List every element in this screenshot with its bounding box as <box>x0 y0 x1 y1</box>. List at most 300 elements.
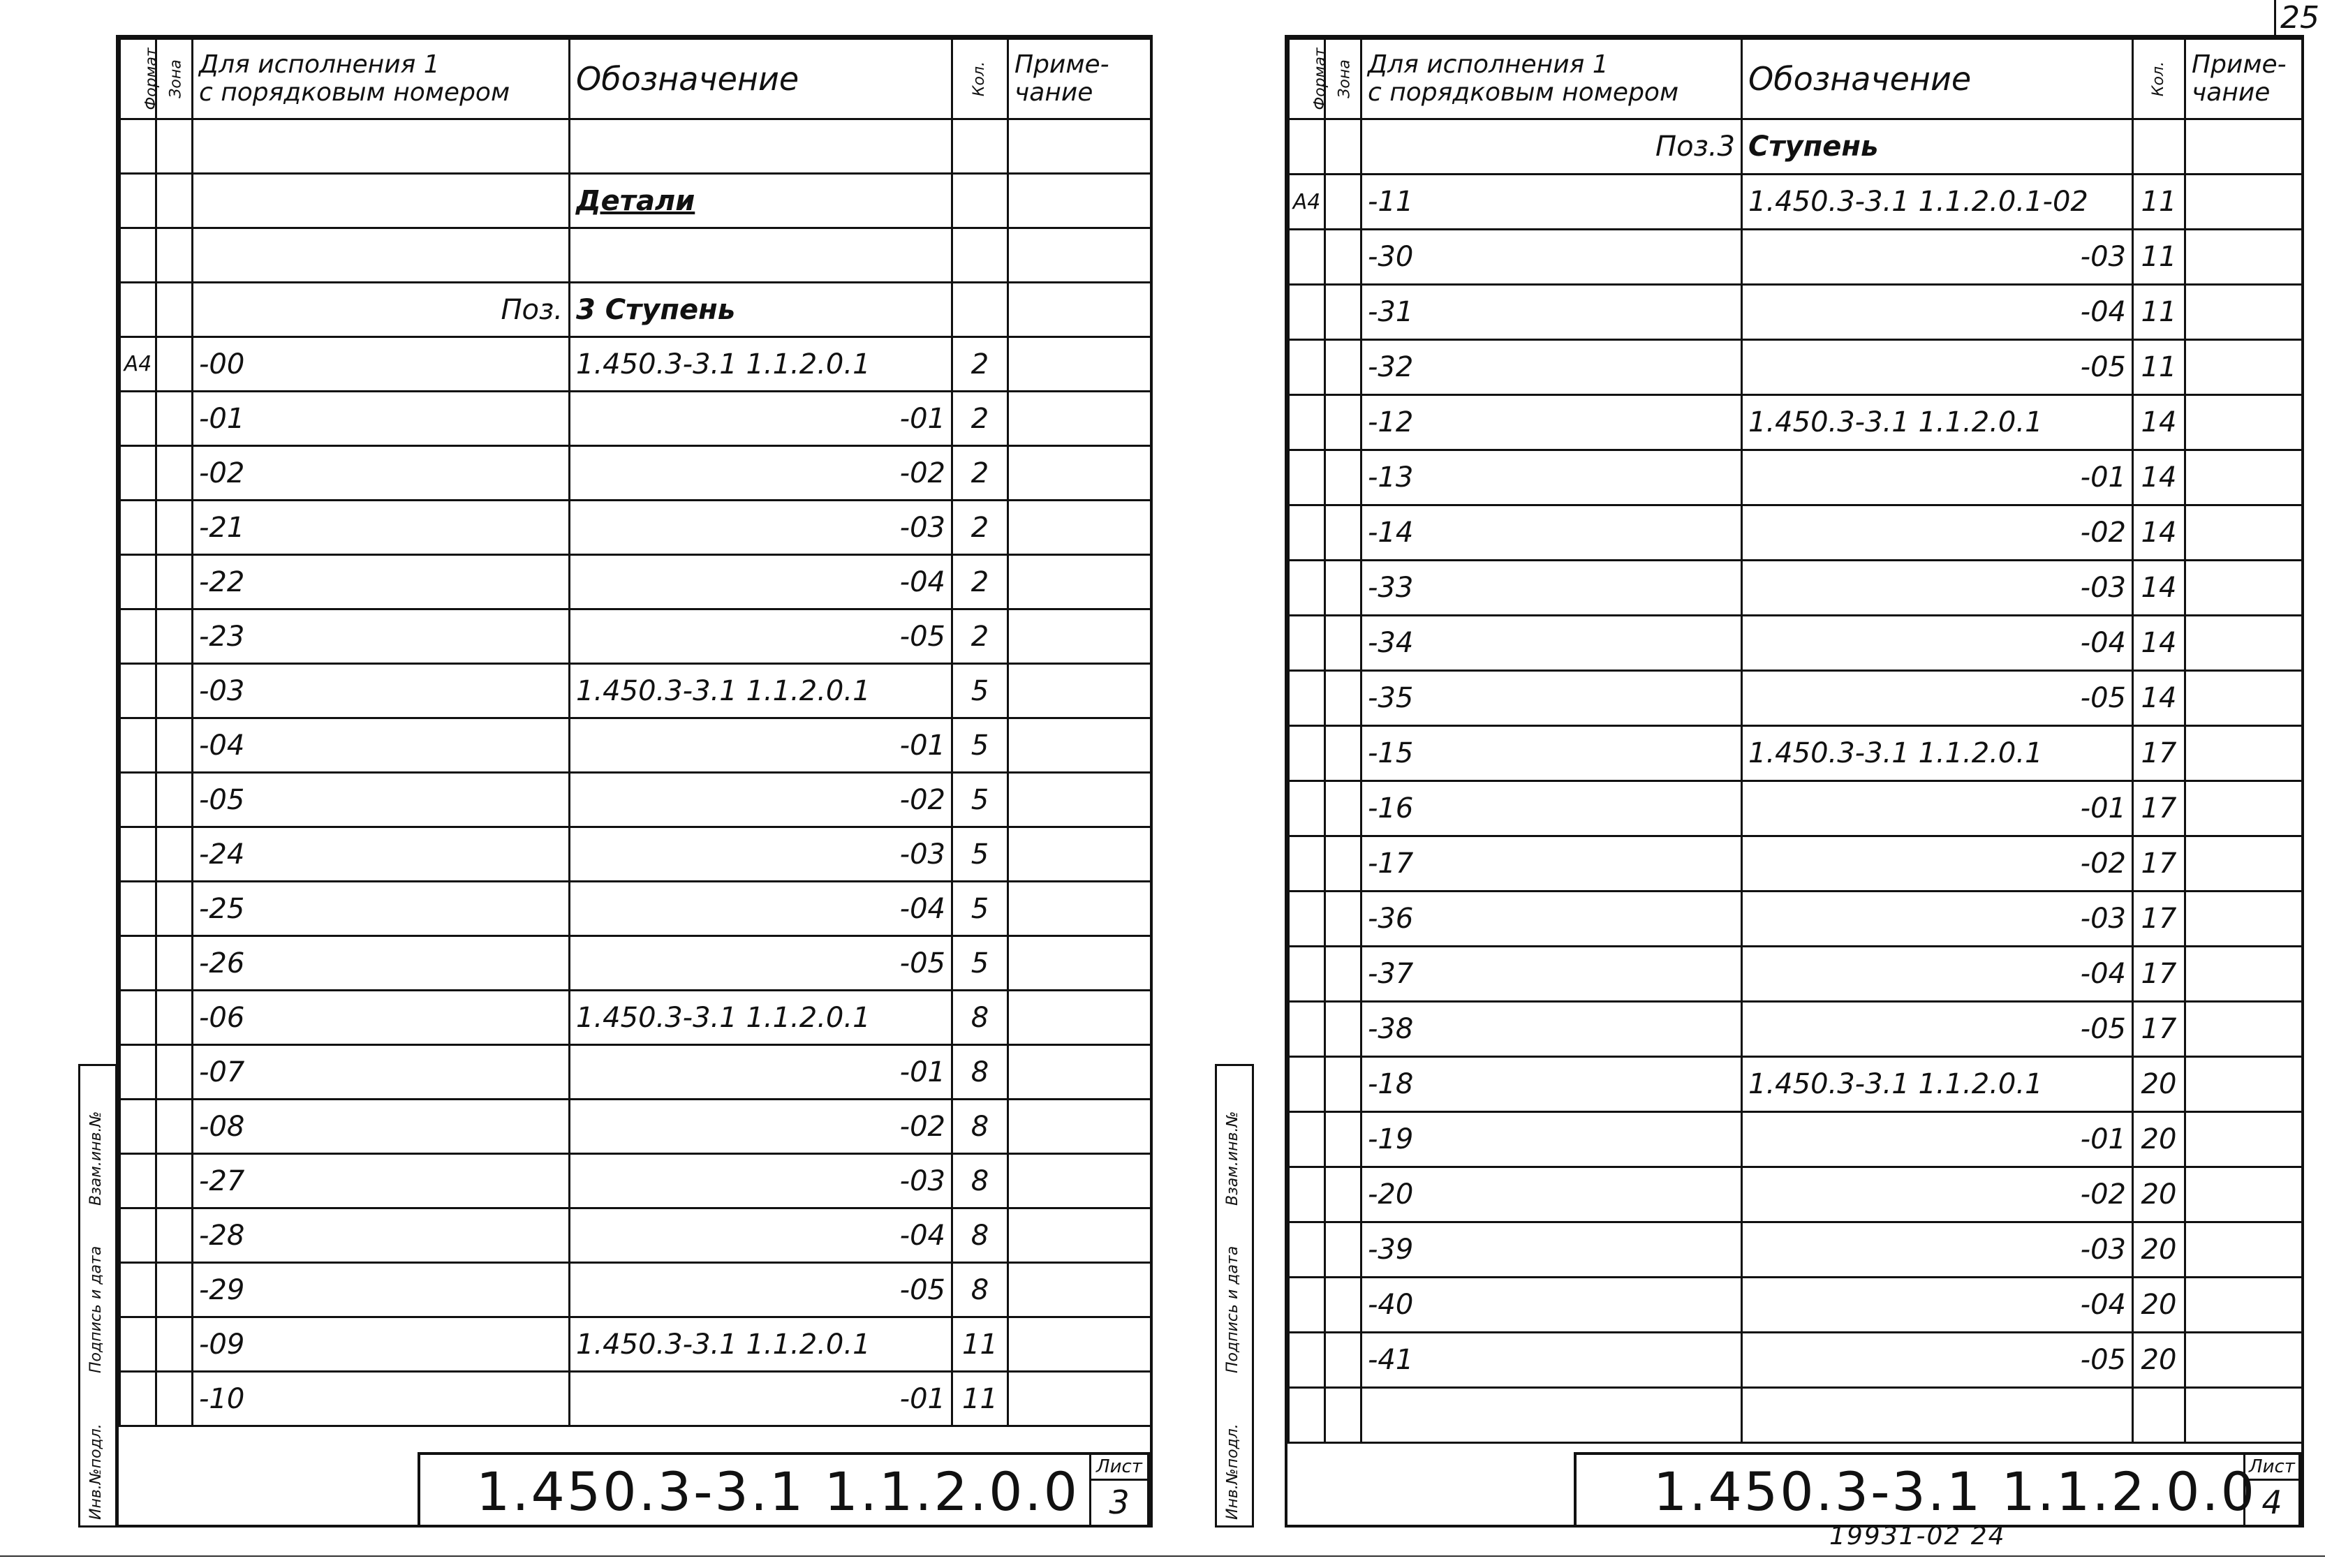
format-cell <box>120 119 156 174</box>
note-cell <box>2185 450 2303 505</box>
zone-cell <box>156 501 193 555</box>
table-row <box>1289 947 2303 1002</box>
note-cell <box>1008 446 1151 501</box>
bottom-rule <box>0 1555 2325 1557</box>
page-number: 25 <box>2274 0 2319 36</box>
execution-cell: -35 <box>1361 671 1742 726</box>
qty-cell <box>2133 1388 2185 1443</box>
format-cell <box>1289 1112 1325 1167</box>
zone-cell <box>156 228 193 283</box>
left-stamp-code: 1.450.3-3.1 1.1.2.0.0 <box>476 1460 1079 1523</box>
left-side-exchange: Взам.инв.№ <box>87 1111 105 1206</box>
designation-cell: 1.450.3-3.1 1.1.2.0.1-02 <box>1742 175 2133 230</box>
table-row <box>120 392 1151 446</box>
designation-cell: Ступень <box>1742 119 2133 175</box>
note-cell <box>1008 773 1151 827</box>
table-row <box>120 337 1151 392</box>
table-row <box>1289 616 2303 671</box>
zone-cell <box>156 1045 193 1100</box>
designation-cell: -04 <box>1742 947 2133 1002</box>
format-cell <box>1289 505 1325 561</box>
table-row <box>120 1317 1151 1372</box>
designation-cell: 1.450.3-3.1 1.1.2.0.1 <box>570 337 952 392</box>
note-cell <box>2185 781 2303 836</box>
format-cell <box>120 392 156 446</box>
table-row <box>120 174 1151 228</box>
qty-cell: 11 <box>952 1372 1008 1426</box>
designation-cell: -03 <box>1742 892 2133 947</box>
format-cell <box>1289 1057 1325 1112</box>
table-row <box>120 718 1151 773</box>
designation-cell: -02 <box>1742 836 2133 892</box>
execution-cell: -37 <box>1361 947 1742 1002</box>
qty-cell: 2 <box>952 392 1008 446</box>
zone-cell <box>156 119 193 174</box>
execution-cell: -05 <box>193 773 570 827</box>
execution-cell: -12 <box>1361 395 1742 450</box>
format-cell <box>120 882 156 936</box>
table-row <box>1289 340 2303 395</box>
format-cell <box>120 1372 156 1426</box>
qty-cell: 20 <box>2133 1167 2185 1222</box>
qty-cell: 2 <box>952 337 1008 392</box>
zone-cell <box>156 1372 193 1426</box>
execution-cell: -27 <box>193 1154 570 1208</box>
table-row <box>120 1154 1151 1208</box>
right-side-exchange: Взам.инв.№ <box>1224 1111 1241 1206</box>
zone-cell <box>1325 1388 1361 1443</box>
qty-cell: 8 <box>952 1045 1008 1100</box>
zone-cell <box>1325 119 1361 175</box>
format-cell <box>120 1208 156 1263</box>
zone-cell <box>1325 561 1361 616</box>
qty-cell: 14 <box>2133 450 2185 505</box>
format-cell <box>1289 1167 1325 1222</box>
execution-cell: -38 <box>1361 1002 1742 1057</box>
table-row <box>1289 395 2303 450</box>
designation-cell: -02 <box>1742 505 2133 561</box>
zone-cell <box>156 337 193 392</box>
note-cell <box>2185 1112 2303 1167</box>
zone-cell <box>156 1263 193 1317</box>
execution-cell: -26 <box>193 936 570 991</box>
execution-cell: -20 <box>1361 1167 1742 1222</box>
format-cell <box>1289 450 1325 505</box>
format-cell: А4 <box>1289 175 1325 230</box>
qty-cell: 8 <box>952 1263 1008 1317</box>
zone-cell <box>1325 616 1361 671</box>
zone-cell <box>1325 671 1361 726</box>
qty-cell: 14 <box>2133 561 2185 616</box>
zone-cell <box>1325 230 1361 285</box>
designation-cell: 1.450.3-3.1 1.1.2.0.1 <box>570 1317 952 1372</box>
table-row <box>1289 1278 2303 1333</box>
format-cell <box>120 1100 156 1154</box>
execution-cell: -09 <box>193 1317 570 1372</box>
zone-cell <box>156 1100 193 1154</box>
format-cell <box>1289 1333 1325 1388</box>
designation-cell: -04 <box>1742 616 2133 671</box>
designation-cell: -03 <box>570 827 952 882</box>
right-header-note: Приме- чание <box>2185 39 2303 119</box>
right-stamp-code: 1.450.3-3.1 1.1.2.0.0 <box>1653 1460 2257 1523</box>
table-row <box>120 827 1151 882</box>
qty-cell: 2 <box>952 446 1008 501</box>
left-header-note: Приме- чание <box>1008 39 1151 119</box>
zone-cell <box>156 174 193 228</box>
execution-cell: Поз. <box>193 283 570 337</box>
execution-cell: -16 <box>1361 781 1742 836</box>
table-row <box>120 1372 1151 1426</box>
execution-cell: -29 <box>193 1263 570 1317</box>
execution-cell: -30 <box>1361 230 1742 285</box>
qty-cell: 20 <box>2133 1222 2185 1278</box>
designation-cell <box>570 228 952 283</box>
table-row <box>1289 450 2303 505</box>
note-cell <box>2185 892 2303 947</box>
execution-cell: -33 <box>1361 561 1742 616</box>
execution-cell <box>1361 1388 1742 1443</box>
designation-cell: 1.450.3-3.1 1.1.2.0.1 <box>1742 726 2133 781</box>
format-cell <box>1289 285 1325 340</box>
qty-cell: 8 <box>952 1208 1008 1263</box>
execution-cell: -41 <box>1361 1333 1742 1388</box>
note-cell <box>2185 230 2303 285</box>
format-cell <box>120 501 156 555</box>
designation-cell: -05 <box>570 1263 952 1317</box>
zone-cell <box>1325 892 1361 947</box>
table-row <box>1289 119 2303 175</box>
designation-cell: -02 <box>570 446 952 501</box>
note-cell <box>1008 1100 1151 1154</box>
execution-cell: -22 <box>193 555 570 609</box>
right-spec-table <box>1287 38 2303 1444</box>
note-cell <box>1008 1263 1151 1317</box>
designation-cell: -04 <box>570 1208 952 1263</box>
table-row <box>120 609 1151 664</box>
designation-cell: -01 <box>1742 1112 2133 1167</box>
left-side-inv: Инв.№подл. <box>87 1423 105 1520</box>
qty-cell: 8 <box>952 1100 1008 1154</box>
format-cell <box>1289 230 1325 285</box>
note-cell <box>1008 991 1151 1045</box>
table-row <box>120 882 1151 936</box>
note-cell <box>1008 174 1151 228</box>
format-cell <box>120 609 156 664</box>
designation-cell: -05 <box>570 609 952 664</box>
note-cell <box>1008 936 1151 991</box>
qty-cell: 5 <box>952 827 1008 882</box>
format-cell <box>120 446 156 501</box>
note-cell <box>1008 392 1151 446</box>
designation-cell: -02 <box>570 773 952 827</box>
designation-cell: -01 <box>570 1045 952 1100</box>
format-cell <box>1289 561 1325 616</box>
format-cell <box>120 827 156 882</box>
note-cell <box>1008 501 1151 555</box>
table-row <box>1289 1057 2303 1112</box>
execution-cell: -03 <box>193 664 570 718</box>
format-cell <box>120 664 156 718</box>
designation-cell: -05 <box>1742 340 2133 395</box>
zone-cell <box>1325 285 1361 340</box>
designation-cell: -03 <box>1742 561 2133 616</box>
note-cell <box>2185 285 2303 340</box>
format-cell <box>120 555 156 609</box>
qty-cell: 14 <box>2133 616 2185 671</box>
designation-cell: 1.450.3-3.1 1.1.2.0.1 <box>1742 395 2133 450</box>
note-cell <box>1008 1317 1151 1372</box>
qty-cell: 2 <box>952 501 1008 555</box>
designation-cell: 1.450.3-3.1 1.1.2.0.1 <box>570 991 952 1045</box>
designation-cell <box>570 119 952 174</box>
qty-cell: 17 <box>2133 836 2185 892</box>
table-row <box>1289 230 2303 285</box>
designation-cell: -01 <box>570 1372 952 1426</box>
left-header-exec: Для исполнения 1 с порядковым номером <box>193 39 570 119</box>
note-cell <box>2185 1002 2303 1057</box>
bottom-archive-code: 19931-02 24 <box>1829 1522 2006 1551</box>
table-row <box>1289 836 2303 892</box>
qty-cell <box>952 283 1008 337</box>
zone-cell <box>1325 505 1361 561</box>
format-cell <box>120 718 156 773</box>
execution-cell <box>193 228 570 283</box>
execution-cell: -11 <box>1361 175 1742 230</box>
left-spec-table <box>119 38 1152 1427</box>
qty-cell: 8 <box>952 1154 1008 1208</box>
format-cell <box>120 936 156 991</box>
zone-cell <box>156 882 193 936</box>
zone-cell <box>156 609 193 664</box>
table-row <box>120 1100 1151 1154</box>
qty-cell: 17 <box>2133 781 2185 836</box>
right-header-row <box>1289 39 2303 119</box>
format-cell <box>1289 781 1325 836</box>
designation-cell: -01 <box>570 718 952 773</box>
note-cell <box>1008 718 1151 773</box>
note-cell <box>2185 1057 2303 1112</box>
left-header-format <box>120 39 161 119</box>
zone-cell <box>156 446 193 501</box>
left-sheet <box>116 35 1153 1528</box>
right-header-zone-label: Зона <box>1336 59 1354 98</box>
zone-cell <box>1325 395 1361 450</box>
note-cell <box>2185 119 2303 175</box>
zone-cell <box>1325 836 1361 892</box>
right-sheet-number: 4 <box>2261 1484 2282 1521</box>
left-side-signature: Подпись и дата <box>87 1245 105 1373</box>
left-sheet-number-box <box>1089 1455 1147 1525</box>
note-cell <box>2185 616 2303 671</box>
format-cell <box>1289 1388 1325 1443</box>
right-title-block <box>1574 1452 2301 1528</box>
table-row <box>1289 892 2303 947</box>
left-header-qty <box>952 39 1008 119</box>
zone-cell <box>156 936 193 991</box>
format-cell <box>1289 1002 1325 1057</box>
note-cell <box>1008 1208 1151 1263</box>
qty-cell: 14 <box>2133 505 2185 561</box>
left-side-stamp <box>78 1064 117 1528</box>
left-sheet-label: Лист <box>1091 1455 1147 1481</box>
zone-cell <box>156 283 193 337</box>
right-sheet-label: Лист <box>2245 1455 2298 1481</box>
qty-cell: 2 <box>952 609 1008 664</box>
format-cell <box>1289 1278 1325 1333</box>
qty-cell: 11 <box>2133 175 2185 230</box>
table-row <box>1289 1388 2303 1443</box>
right-header-desig: Обозначение <box>1742 39 2133 119</box>
zone-cell <box>156 718 193 773</box>
qty-cell: 11 <box>2133 230 2185 285</box>
format-cell <box>120 283 156 337</box>
execution-cell: -15 <box>1361 726 1742 781</box>
left-header-desig: Обозначение <box>570 39 952 119</box>
left-header-zone-label: Зона <box>167 59 185 98</box>
note-cell <box>2185 1278 2303 1333</box>
execution-cell: -02 <box>193 446 570 501</box>
designation-cell: -01 <box>1742 781 2133 836</box>
zone-cell <box>1325 1167 1361 1222</box>
execution-cell: -31 <box>1361 285 1742 340</box>
designation-cell: -01 <box>1742 450 2133 505</box>
format-cell <box>120 773 156 827</box>
designation-cell: -05 <box>570 936 952 991</box>
designation-cell: -02 <box>570 1100 952 1154</box>
table-row <box>1289 726 2303 781</box>
execution-cell: -13 <box>1361 450 1742 505</box>
qty-cell: 17 <box>2133 726 2185 781</box>
note-cell <box>1008 283 1151 337</box>
format-cell <box>120 1317 156 1372</box>
qty-cell <box>952 119 1008 174</box>
qty-cell: 20 <box>2133 1278 2185 1333</box>
designation-cell: -05 <box>1742 1002 2133 1057</box>
execution-cell <box>193 119 570 174</box>
execution-cell: -08 <box>193 1100 570 1154</box>
qty-cell: 5 <box>952 936 1008 991</box>
designation-cell: -04 <box>1742 285 2133 340</box>
table-row <box>1289 781 2303 836</box>
execution-cell: -25 <box>193 882 570 936</box>
zone-cell <box>1325 1002 1361 1057</box>
qty-cell: 11 <box>2133 340 2185 395</box>
qty-cell: 2 <box>952 555 1008 609</box>
format-cell <box>1289 340 1325 395</box>
format-cell <box>1289 892 1325 947</box>
note-cell <box>2185 1167 2303 1222</box>
right-side-signature: Подпись и дата <box>1224 1245 1241 1373</box>
table-row <box>1289 1167 2303 1222</box>
note-cell <box>1008 1372 1151 1426</box>
table-row <box>120 501 1151 555</box>
designation-cell: -03 <box>570 1154 952 1208</box>
qty-cell: 5 <box>952 718 1008 773</box>
format-cell <box>1289 671 1325 726</box>
format-cell <box>1289 119 1325 175</box>
right-header-format-label: Формат <box>1311 47 1329 110</box>
note-cell <box>2185 505 2303 561</box>
execution-cell: -32 <box>1361 340 1742 395</box>
table-row <box>1289 561 2303 616</box>
zone-cell <box>156 827 193 882</box>
execution-cell: -21 <box>193 501 570 555</box>
note-cell <box>2185 1333 2303 1388</box>
note-cell <box>2185 175 2303 230</box>
note-cell <box>1008 609 1151 664</box>
qty-cell <box>952 228 1008 283</box>
qty-cell: 17 <box>2133 892 2185 947</box>
zone-cell <box>156 1154 193 1208</box>
execution-cell: -17 <box>1361 836 1742 892</box>
execution-cell: -04 <box>193 718 570 773</box>
note-cell <box>2185 1222 2303 1278</box>
zone-cell <box>1325 175 1361 230</box>
table-row <box>120 664 1151 718</box>
zone-cell <box>1325 1278 1361 1333</box>
designation-cell: -04 <box>570 555 952 609</box>
designation-cell: -04 <box>1742 1278 2133 1333</box>
qty-cell: 11 <box>2133 285 2185 340</box>
right-sheet <box>1285 35 2304 1528</box>
designation-cell: -03 <box>1742 230 2133 285</box>
zone-cell <box>156 1208 193 1263</box>
left-title-block <box>418 1452 1150 1528</box>
designation-cell: -03 <box>1742 1222 2133 1278</box>
execution-cell: -01 <box>193 392 570 446</box>
note-cell <box>2185 836 2303 892</box>
zone-cell <box>1325 1222 1361 1278</box>
note-cell <box>2185 1388 2303 1443</box>
qty-cell: 17 <box>2133 1002 2185 1057</box>
format-cell <box>120 228 156 283</box>
execution-cell: -19 <box>1361 1112 1742 1167</box>
note-cell <box>1008 228 1151 283</box>
table-row <box>120 1263 1151 1317</box>
designation-cell: -01 <box>570 392 952 446</box>
right-side-inv: Инв.№подл. <box>1224 1423 1241 1520</box>
zone-cell <box>156 555 193 609</box>
note-cell <box>1008 337 1151 392</box>
note-cell <box>2185 726 2303 781</box>
right-header-exec: Для исполнения 1 с порядковым номером <box>1361 39 1742 119</box>
table-row <box>120 283 1151 337</box>
format-cell <box>120 1045 156 1100</box>
zone-cell <box>1325 1333 1361 1388</box>
format-cell: А4 <box>120 337 156 392</box>
execution-cell: -10 <box>193 1372 570 1426</box>
table-row <box>120 936 1151 991</box>
table-row <box>120 1045 1151 1100</box>
format-cell <box>1289 616 1325 671</box>
note-cell <box>1008 664 1151 718</box>
format-cell <box>1289 395 1325 450</box>
qty-cell: 5 <box>952 882 1008 936</box>
note-cell <box>1008 1045 1151 1100</box>
note-cell <box>2185 561 2303 616</box>
zone-cell <box>1325 340 1361 395</box>
table-row <box>1289 1222 2303 1278</box>
execution-cell <box>193 174 570 228</box>
execution-cell: -06 <box>193 991 570 1045</box>
designation-cell: -02 <box>1742 1167 2133 1222</box>
qty-cell: 20 <box>2133 1112 2185 1167</box>
table-row <box>120 119 1151 174</box>
designation-cell: -03 <box>570 501 952 555</box>
table-row <box>1289 671 2303 726</box>
table-row <box>120 1208 1151 1263</box>
